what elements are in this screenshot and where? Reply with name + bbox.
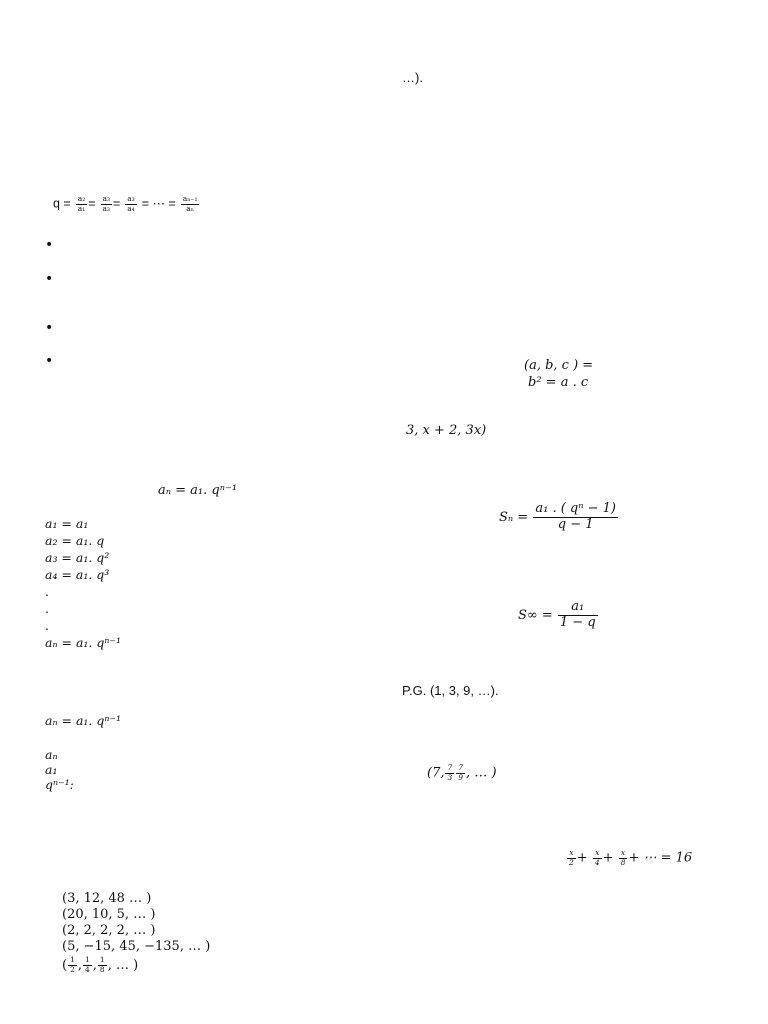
infinite-sum-fraction: $\frac{\text{a₁}}{1 - q}$ [559, 599, 596, 630]
ratio-fraction-2: $\frac{\text{a₃}}{\text{a₃}}$ [102, 194, 110, 213]
exercise-item: (2, 2, 2, 2, … ) [62, 923, 156, 938]
infinite-sum-lhs: S∞ = [518, 607, 553, 623]
seq-fraction: $\frac{7}{3}$ [447, 763, 453, 782]
sequence-example: 3, x + 2, 3x) [406, 423, 487, 438]
geometric-mean-line1: (a, b, c ) = [524, 358, 594, 373]
infinite-sum-formula [518, 600, 599, 631]
exercise-item: (20, 10, 5, … ) [62, 907, 156, 922]
last-seq-fraction: $\frac{1}{2}$ [70, 955, 75, 974]
series-equation [566, 849, 692, 867]
seq-open: (7, [427, 765, 445, 781]
definition-line: a₁ [45, 762, 58, 777]
ratio-fraction-3: $\frac{\text{a₃}}{\text{a₄}}$ [127, 194, 135, 213]
ratio-fraction-4: $\frac{\text{aₙ₋₁}}{\text{aₙ}}$ [182, 194, 198, 213]
term-line: a₄ = a₁. q³ [45, 567, 110, 582]
series-rest: + ⋯ = 16 [628, 850, 693, 866]
term-list [45, 515, 121, 651]
plus-sign: + [576, 850, 588, 866]
term-line: aₙ = a₁. qⁿ⁻¹ [45, 635, 122, 650]
term-line: a₃ = a₁. q² [45, 550, 110, 565]
exercise-item: (3, 12, 48 … ) [62, 891, 152, 906]
seq-close: , … ) [466, 765, 497, 781]
definition-line: qⁿ⁻¹: [45, 777, 74, 792]
bullet-point: • [45, 320, 54, 336]
last-seq-fraction: $\frac{1}{4}$ [85, 955, 90, 974]
exercise-item: (5, −15, 45, −135, … ) [62, 939, 211, 954]
term-line: a₂ = a₁. q [45, 533, 105, 548]
ratio-prefix: q = [53, 196, 71, 211]
geometric-mean-line2: b² = a . c [528, 375, 589, 390]
term-line: . [45, 584, 49, 599]
definition-line: aₙ [45, 747, 58, 762]
ratio-formula: q = $\frac{\text{a₂}}{\text{a₁}}$ = $\frac{\text{a₃}}{\text{a₃}}$ = $\frac{\text{a₃}}{\text{a₄}}$ = ⋯ = $\frac{\text{aₙ₋₁}}{\text{aₙ}}$ [53, 194, 198, 213]
term-line: . [45, 618, 49, 633]
top-fragment: …). [402, 70, 423, 85]
general-term-repeat: aₙ = a₁. qⁿ⁻¹ [45, 713, 122, 728]
term-line: a₁ = a₁ [45, 516, 89, 531]
exercise-list [62, 891, 210, 977]
seq-fraction: $\frac{7}{9}$ [458, 763, 464, 782]
pg-example: P.G. (1, 3, 9, …). [402, 683, 499, 698]
exercise-item: ( $\frac{1}{2}$ , $\frac{1}{4}$ , $\frac{1}{8}$ , … ) [62, 955, 139, 974]
bullet-point: • [45, 353, 54, 369]
ratio-ellipsis: = ⋯ = [141, 196, 176, 211]
general-term-formula: aₙ = a₁. qⁿ⁻¹ [158, 483, 238, 498]
series-fraction: $\frac{x}{8}$ [620, 848, 626, 867]
bullet-point: • [45, 237, 54, 253]
seven-sequence [427, 764, 497, 782]
finite-sum-lhs: Sₙ = [499, 509, 529, 525]
bullet-point: • [45, 271, 54, 287]
series-fraction: $\frac{x}{4}$ [594, 848, 600, 867]
last-seq-fraction: $\frac{1}{8}$ [99, 955, 105, 974]
finite-sum-formula [499, 502, 619, 533]
series-fraction: $\frac{x}{2}$ [569, 848, 574, 867]
finite-sum-fraction: $\frac{\text{a₁ . ( qⁿ − 1)}}{q - 1}$ [535, 501, 616, 532]
plus-sign: + [602, 850, 614, 866]
definitions-list [45, 747, 74, 792]
ratio-fraction-1: $\frac{\text{a₂}}{\text{a₁}}$ [77, 194, 86, 213]
term-line: . [45, 601, 49, 616]
